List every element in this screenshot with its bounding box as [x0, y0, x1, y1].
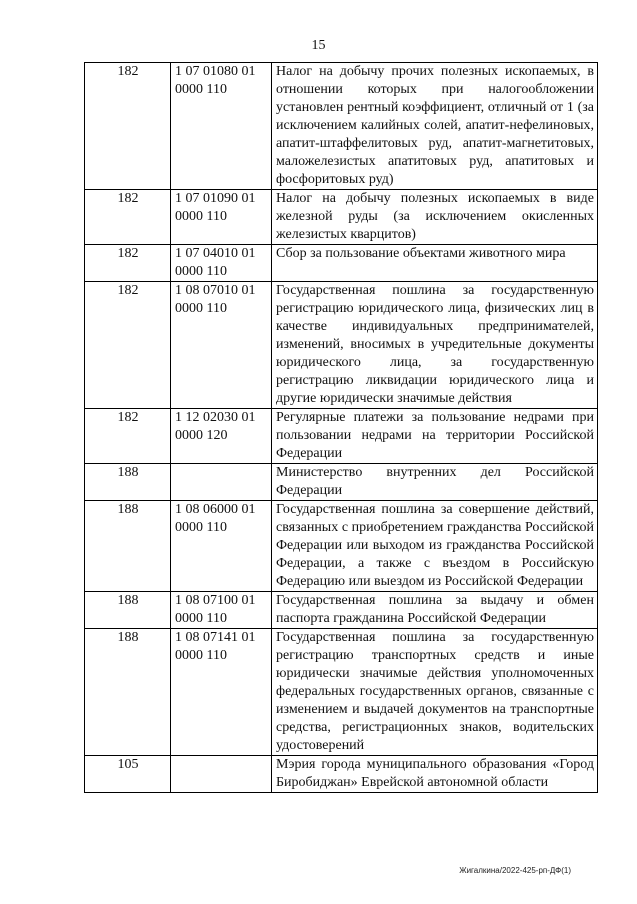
- budget-code-cell: [171, 756, 272, 793]
- revenue-name-cell: Мэрия города муниципального образования «Город Биробиджан» Еврейской автономной области: [272, 756, 598, 793]
- admin-code-cell: 188: [85, 592, 171, 629]
- budget-code-cell: [171, 629, 272, 756]
- revenue-name-cell: Государственная пошлина за государственную регистрацию транспортных средств и иные юридически значимые действия уполномоченных федеральных государственных органов, связанные с изменением и выдачей документов на транспортные средства, регистрационных знаков, водительских удостоверений: [272, 629, 598, 756]
- table-row: [85, 501, 598, 592]
- budget-code-line2: 0000 110: [175, 264, 227, 279]
- admin-code-cell: 182: [85, 409, 171, 464]
- budget-code-line2: 0000 110: [175, 209, 227, 224]
- budget-code-line2: 0000 110: [175, 82, 227, 97]
- table-row: [85, 63, 598, 190]
- budget-code-line1: 1 08 06000 01: [175, 502, 256, 517]
- revenue-name-cell: Сбор за пользование объектами животного мира: [272, 245, 598, 282]
- budget-code-cell: [171, 63, 272, 190]
- budget-code-cell: [171, 464, 272, 501]
- admin-code-cell: 105: [85, 756, 171, 793]
- revenue-name-cell: Государственная пошлина за совершение действий, связанных с приобретением гражданства Российской Федерации или выходом из гражданства Российской Федерации, а также с въездом в Российскую Федерацию или выездом из Российской Федерации: [272, 501, 598, 592]
- budget-code-line1: 1 08 07141 01: [175, 630, 256, 645]
- revenue-codes-table: [84, 62, 598, 793]
- table-row: [85, 756, 598, 793]
- budget-code-line1: 1 12 02030 01: [175, 410, 256, 425]
- admin-code-cell: 188: [85, 629, 171, 756]
- budget-code-cell: [171, 592, 272, 629]
- revenue-name-cell: Государственная пошлина за государственную регистрацию юридического лица, физических лиц в качестве индивидуальных предпринимателей, изменений, вносимых в учредительные документы юридического лица, за государственную регистрацию ликвидации юридического лица и другие юридически значимые действия: [272, 282, 598, 409]
- admin-code-cell: 188: [85, 501, 171, 592]
- budget-code-line2: 0000 110: [175, 611, 227, 626]
- budget-code-line1: 1 07 01080 01: [175, 64, 256, 79]
- budget-code-line2: 0000 120: [175, 428, 228, 443]
- budget-code-cell: [171, 409, 272, 464]
- budget-code-line1: 1 08 07100 01: [175, 593, 256, 608]
- table-row: [85, 190, 598, 245]
- budget-code-line2: 0000 110: [175, 520, 227, 535]
- budget-code-cell: [171, 501, 272, 592]
- table-row: [85, 245, 598, 282]
- table-row: [85, 464, 598, 501]
- revenue-name-cell: Регулярные платежи за пользование недрами при пользовании недрами на территории Российской Федерации: [272, 409, 598, 464]
- admin-code-cell: 188: [85, 464, 171, 501]
- admin-code-cell: 182: [85, 245, 171, 282]
- table-row: [85, 409, 598, 464]
- table-row: [85, 629, 598, 756]
- table-row: [85, 282, 598, 409]
- admin-code-cell: 182: [85, 282, 171, 409]
- revenue-name-cell: Государственная пошлина за выдачу и обмен паспорта гражданина Российской Федерации: [272, 592, 598, 629]
- revenue-name-cell: Налог на добычу полезных ископаемых в виде железной руды (за исключением окисленных железистых кварцитов): [272, 190, 598, 245]
- budget-code-line2: 0000 110: [175, 301, 227, 316]
- budget-code-line2: 0000 110: [175, 648, 227, 663]
- budget-code-cell: [171, 245, 272, 282]
- admin-code-cell: 182: [85, 190, 171, 245]
- budget-code-cell: [171, 190, 272, 245]
- budget-code-line1: 1 07 04010 01: [175, 246, 256, 261]
- table-row: [85, 592, 598, 629]
- document-reference: Жигалкина/2022-425-рп-ДФ(1): [459, 866, 571, 875]
- page-number: 15: [311, 38, 326, 53]
- budget-code-line1: 1 08 07010 01: [175, 283, 256, 298]
- budget-code-cell: [171, 282, 272, 409]
- budget-code-line1: 1 07 01090 01: [175, 191, 256, 206]
- table-body: [85, 63, 598, 793]
- admin-code-cell: 182: [85, 63, 171, 190]
- revenue-name-cell: Министерство внутренних дел Российской Федерации: [272, 464, 598, 501]
- revenue-name-cell: Налог на добычу прочих полезных ископаемых, в отношении которых при налогообложении установлен рентный коэффициент, отличный от 1 (за исключением калийных солей, апатит-нефелиновых, апатит-штаффелитовых руд, апатит-магнетитовых, маложелезистых апатитовых руд, апатитовых и фосфоритовых руд): [272, 63, 598, 190]
